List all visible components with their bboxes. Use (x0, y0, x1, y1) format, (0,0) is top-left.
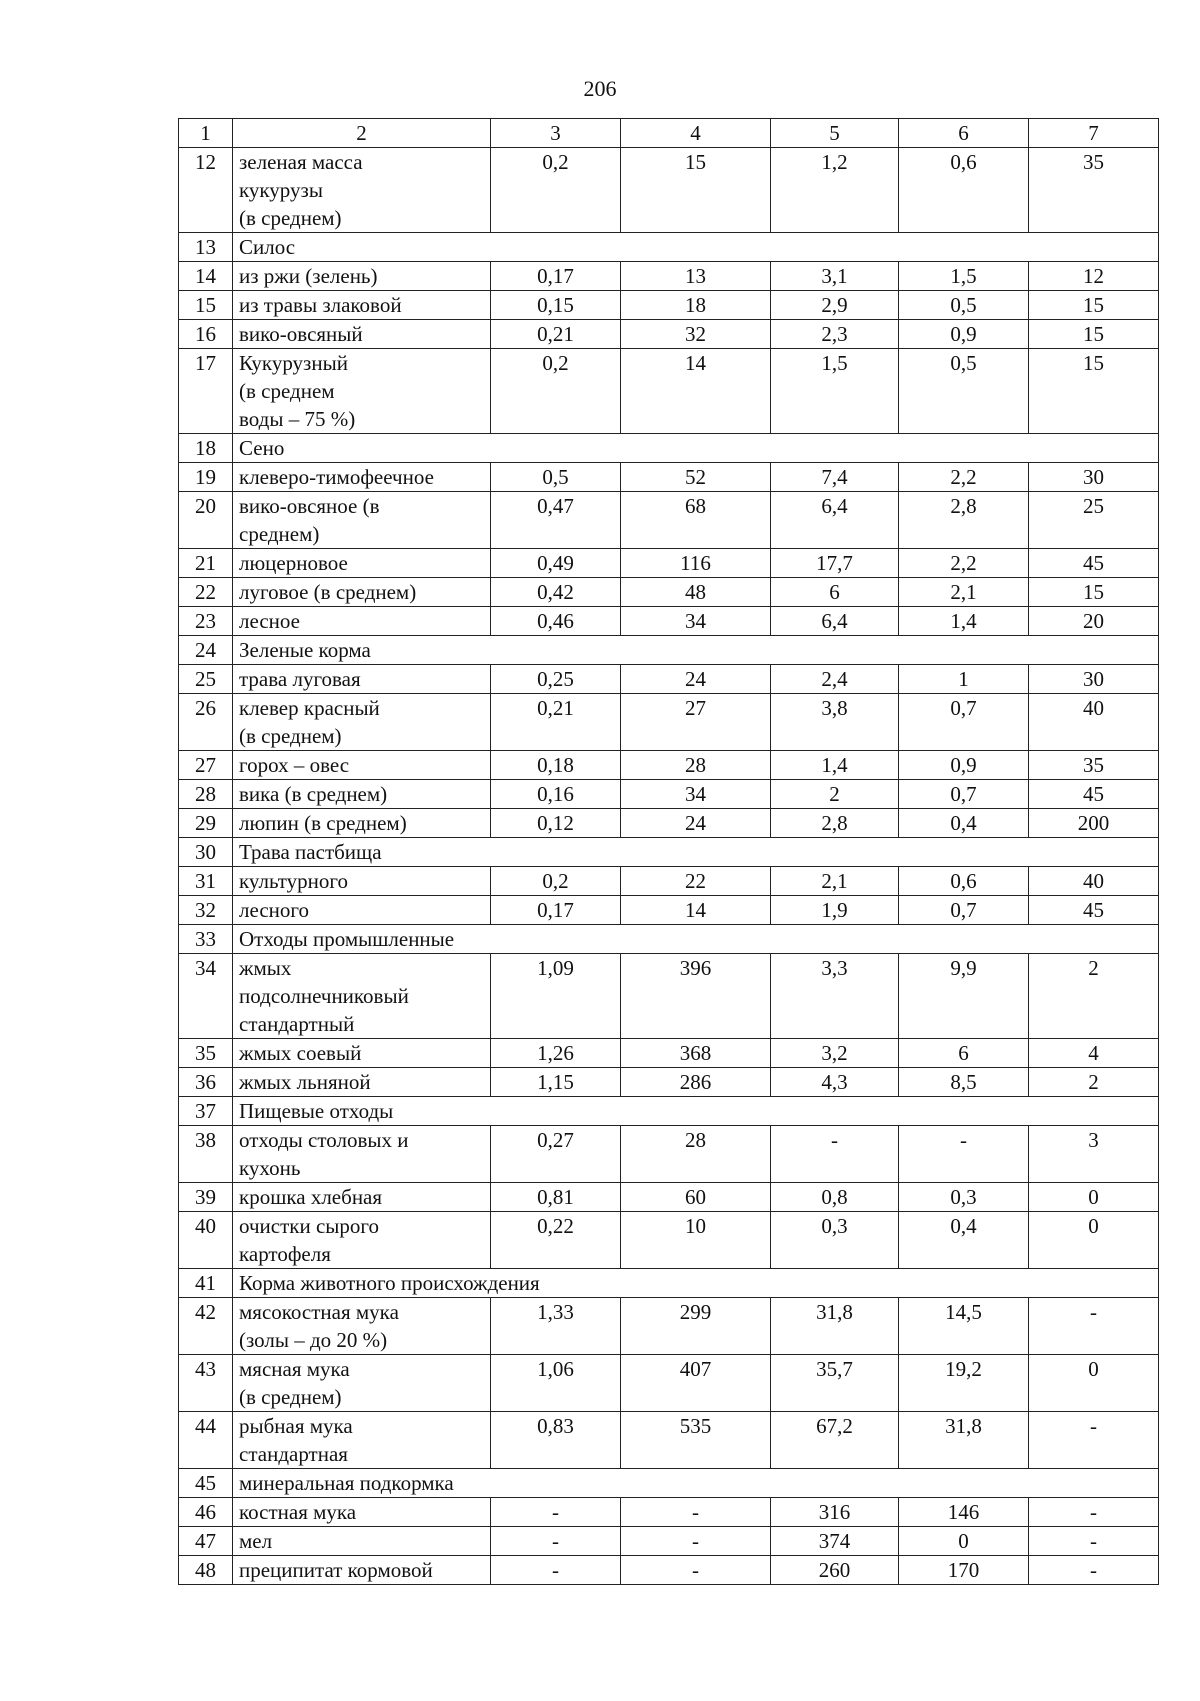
feed-name-cell: отходы столовых и кухонь (233, 1126, 491, 1183)
value-cell: 7,4 (771, 463, 899, 492)
value-cell: 0,17 (491, 262, 621, 291)
value-cell: 35 (1029, 148, 1159, 233)
value-cell: 60 (621, 1183, 771, 1212)
feed-name-cell: костная мука (233, 1498, 491, 1527)
value-cell: 15 (621, 148, 771, 233)
table-row (179, 665, 1159, 694)
header-cell: 4 (621, 119, 771, 148)
value-cell: 0,12 (491, 809, 621, 838)
value-cell: 67,2 (771, 1412, 899, 1469)
value-cell: 3,3 (771, 954, 899, 1039)
feed-name-cell: люпин (в среднем) (233, 809, 491, 838)
row-number-cell: 29 (179, 809, 233, 838)
row-number-cell: 33 (179, 925, 233, 954)
value-cell: - (1029, 1498, 1159, 1527)
section-title-cell: Силос (233, 233, 1159, 262)
value-cell: 2 (1029, 1068, 1159, 1097)
value-cell: 0,21 (491, 694, 621, 751)
feed-name-cell: жмых подсолнечниковый стандартный (233, 954, 491, 1039)
row-number-cell: 19 (179, 463, 233, 492)
table-row (179, 1412, 1159, 1469)
value-cell: 0,7 (899, 896, 1029, 925)
section-row (179, 636, 1159, 665)
feed-name-cell: из ржи (зелень) (233, 262, 491, 291)
value-cell: - (491, 1527, 621, 1556)
header-cell: 1 (179, 119, 233, 148)
feed-table (178, 118, 1159, 1585)
table-row (179, 291, 1159, 320)
value-cell: 1,15 (491, 1068, 621, 1097)
value-cell: 34 (621, 780, 771, 809)
value-cell: 2,8 (771, 809, 899, 838)
value-cell: - (621, 1527, 771, 1556)
section-title-cell: Трава пастбища (233, 838, 1159, 867)
section-title-cell: Сено (233, 434, 1159, 463)
value-cell: 200 (1029, 809, 1159, 838)
value-cell: 0,7 (899, 694, 1029, 751)
value-cell: 28 (621, 751, 771, 780)
value-cell: 6,4 (771, 492, 899, 549)
value-cell: 3,1 (771, 262, 899, 291)
table-header-row (179, 119, 1159, 148)
value-cell: 0,22 (491, 1212, 621, 1269)
section-row (179, 1469, 1159, 1498)
value-cell: 396 (621, 954, 771, 1039)
row-number-cell: 34 (179, 954, 233, 1039)
value-cell: 0,42 (491, 578, 621, 607)
row-number-cell: 42 (179, 1298, 233, 1355)
value-cell: 15 (1029, 291, 1159, 320)
value-cell: 2 (771, 780, 899, 809)
table-row (179, 1212, 1159, 1269)
value-cell: 368 (621, 1039, 771, 1068)
table-row (179, 896, 1159, 925)
row-number-cell: 23 (179, 607, 233, 636)
feed-name-cell: трава луговая (233, 665, 491, 694)
header-cell: 5 (771, 119, 899, 148)
row-number-cell: 14 (179, 262, 233, 291)
value-cell: 14 (621, 896, 771, 925)
value-cell: 0,3 (771, 1212, 899, 1269)
feed-name-cell: мясокостная мука (золы – до 20 %) (233, 1298, 491, 1355)
feed-name-cell: клевер красный (в среднем) (233, 694, 491, 751)
feed-name-cell: из травы злаковой (233, 291, 491, 320)
value-cell: 35,7 (771, 1355, 899, 1412)
table-row (179, 349, 1159, 434)
value-cell: 1,9 (771, 896, 899, 925)
feed-name-cell: крошка хлебная (233, 1183, 491, 1212)
value-cell: 3,2 (771, 1039, 899, 1068)
value-cell: 116 (621, 549, 771, 578)
row-number-cell: 25 (179, 665, 233, 694)
section-title-cell: Корма животного происхождения (233, 1269, 1159, 1298)
feed-name-cell: преципитат кормовой (233, 1556, 491, 1585)
value-cell: 0 (899, 1527, 1029, 1556)
value-cell: 13 (621, 262, 771, 291)
value-cell: 1,5 (771, 349, 899, 434)
row-number-cell: 39 (179, 1183, 233, 1212)
value-cell: 52 (621, 463, 771, 492)
value-cell: 9,9 (899, 954, 1029, 1039)
value-cell: 15 (1029, 349, 1159, 434)
value-cell: 0,3 (899, 1183, 1029, 1212)
table-row (179, 1355, 1159, 1412)
value-cell: 0,15 (491, 291, 621, 320)
value-cell: 12 (1029, 262, 1159, 291)
row-number-cell: 21 (179, 549, 233, 578)
value-cell: - (899, 1126, 1029, 1183)
feed-name-cell: клеверо-тимофеечное (233, 463, 491, 492)
value-cell: 3 (1029, 1126, 1159, 1183)
row-number-cell: 24 (179, 636, 233, 665)
row-number-cell: 30 (179, 838, 233, 867)
table-row (179, 262, 1159, 291)
row-number-cell: 18 (179, 434, 233, 463)
table-row (179, 867, 1159, 896)
value-cell: 17,7 (771, 549, 899, 578)
value-cell: 45 (1029, 896, 1159, 925)
row-number-cell: 27 (179, 751, 233, 780)
feed-name-cell: лесное (233, 607, 491, 636)
value-cell: 0,27 (491, 1126, 621, 1183)
table-row (179, 954, 1159, 1039)
value-cell: 8,5 (899, 1068, 1029, 1097)
row-number-cell: 44 (179, 1412, 233, 1469)
value-cell: 2,2 (899, 549, 1029, 578)
row-number-cell: 16 (179, 320, 233, 349)
value-cell: 0,18 (491, 751, 621, 780)
value-cell: 535 (621, 1412, 771, 1469)
feed-name-cell: жмых соевый (233, 1039, 491, 1068)
row-number-cell: 35 (179, 1039, 233, 1068)
value-cell: - (1029, 1556, 1159, 1585)
value-cell: 45 (1029, 549, 1159, 578)
table-row (179, 809, 1159, 838)
row-number-cell: 40 (179, 1212, 233, 1269)
table-row (179, 492, 1159, 549)
value-cell: 35 (1029, 751, 1159, 780)
value-cell: 20 (1029, 607, 1159, 636)
table-row (179, 1527, 1159, 1556)
value-cell: 316 (771, 1498, 899, 1527)
value-cell: 0,17 (491, 896, 621, 925)
value-cell: 30 (1029, 463, 1159, 492)
value-cell: 0,47 (491, 492, 621, 549)
value-cell: 1,4 (771, 751, 899, 780)
table-row (179, 694, 1159, 751)
value-cell: 4 (1029, 1039, 1159, 1068)
header-cell: 7 (1029, 119, 1159, 148)
value-cell: 0,7 (899, 780, 1029, 809)
value-cell: 15 (1029, 578, 1159, 607)
value-cell: 0,21 (491, 320, 621, 349)
value-cell: 19,2 (899, 1355, 1029, 1412)
value-cell: 0,4 (899, 1212, 1029, 1269)
section-row (179, 925, 1159, 954)
table-row (179, 1126, 1159, 1183)
value-cell: 1,09 (491, 954, 621, 1039)
feed-name-cell: люцерновое (233, 549, 491, 578)
table-row (179, 320, 1159, 349)
value-cell: 170 (899, 1556, 1029, 1585)
value-cell: 1,4 (899, 607, 1029, 636)
table-row (179, 463, 1159, 492)
feed-name-cell: очистки сырого картофеля (233, 1212, 491, 1269)
section-title-cell: Пищевые отходы (233, 1097, 1159, 1126)
value-cell: 0 (1029, 1212, 1159, 1269)
header-cell: 6 (899, 119, 1029, 148)
value-cell: 2,4 (771, 665, 899, 694)
section-row (179, 434, 1159, 463)
table-row (179, 578, 1159, 607)
value-cell: 22 (621, 867, 771, 896)
value-cell: 0,25 (491, 665, 621, 694)
row-number-cell: 22 (179, 578, 233, 607)
row-number-cell: 26 (179, 694, 233, 751)
feed-name-cell: рыбная мука стандартная (233, 1412, 491, 1469)
value-cell: 1,06 (491, 1355, 621, 1412)
value-cell: 6 (899, 1039, 1029, 1068)
row-number-cell: 28 (179, 780, 233, 809)
value-cell: 2,3 (771, 320, 899, 349)
section-row (179, 233, 1159, 262)
row-number-cell: 45 (179, 1469, 233, 1498)
value-cell: 2 (1029, 954, 1159, 1039)
value-cell: 40 (1029, 867, 1159, 896)
value-cell: 10 (621, 1212, 771, 1269)
section-row (179, 1097, 1159, 1126)
value-cell: 24 (621, 665, 771, 694)
value-cell: 260 (771, 1556, 899, 1585)
row-number-cell: 43 (179, 1355, 233, 1412)
value-cell: - (1029, 1527, 1159, 1556)
section-row (179, 838, 1159, 867)
value-cell: 1,2 (771, 148, 899, 233)
feed-name-cell: луговое (в среднем) (233, 578, 491, 607)
feed-name-cell: вико-овсяное (в среднем) (233, 492, 491, 549)
section-title-cell: Отходы промышленные (233, 925, 1159, 954)
value-cell: 1,5 (899, 262, 1029, 291)
table-row (179, 751, 1159, 780)
feed-name-cell: культурного (233, 867, 491, 896)
value-cell: 3,8 (771, 694, 899, 751)
feed-name-cell: лесного (233, 896, 491, 925)
value-cell: 25 (1029, 492, 1159, 549)
value-cell: 0,9 (899, 320, 1029, 349)
row-number-cell: 15 (179, 291, 233, 320)
value-cell: 2,2 (899, 463, 1029, 492)
feed-name-cell: мясная мука (в среднем) (233, 1355, 491, 1412)
value-cell: 0 (1029, 1183, 1159, 1212)
value-cell: 2,1 (771, 867, 899, 896)
value-cell: 6 (771, 578, 899, 607)
value-cell: 14,5 (899, 1298, 1029, 1355)
row-number-cell: 31 (179, 867, 233, 896)
table-row (179, 1068, 1159, 1097)
header-cell: 3 (491, 119, 621, 148)
value-cell: 0,46 (491, 607, 621, 636)
value-cell: 18 (621, 291, 771, 320)
value-cell: 0,6 (899, 867, 1029, 896)
row-number-cell: 38 (179, 1126, 233, 1183)
table-row (179, 1298, 1159, 1355)
value-cell: 31,8 (771, 1298, 899, 1355)
value-cell: 24 (621, 809, 771, 838)
row-number-cell: 17 (179, 349, 233, 434)
value-cell: 374 (771, 1527, 899, 1556)
value-cell: - (491, 1498, 621, 1527)
table-row (179, 549, 1159, 578)
value-cell: 0,5 (491, 463, 621, 492)
value-cell: 2,8 (899, 492, 1029, 549)
value-cell: 1 (899, 665, 1029, 694)
feed-table-body (179, 119, 1159, 1585)
row-number-cell: 36 (179, 1068, 233, 1097)
value-cell: 0,2 (491, 349, 621, 434)
row-number-cell: 47 (179, 1527, 233, 1556)
value-cell: 299 (621, 1298, 771, 1355)
value-cell: 32 (621, 320, 771, 349)
feed-name-cell: мел (233, 1527, 491, 1556)
table-row (179, 780, 1159, 809)
value-cell: 40 (1029, 694, 1159, 751)
value-cell: - (621, 1556, 771, 1585)
row-number-cell: 13 (179, 233, 233, 262)
section-row (179, 1269, 1159, 1298)
page-number: 206 (583, 76, 617, 101)
row-number-cell: 48 (179, 1556, 233, 1585)
value-cell: 0,81 (491, 1183, 621, 1212)
value-cell: 28 (621, 1126, 771, 1183)
value-cell: 1,26 (491, 1039, 621, 1068)
value-cell: 0,2 (491, 867, 621, 896)
row-number-cell: 20 (179, 492, 233, 549)
feed-name-cell: Кукурузный (в среднем воды – 75 %) (233, 349, 491, 434)
table-row (179, 148, 1159, 233)
value-cell: 14 (621, 349, 771, 434)
value-cell: 0 (1029, 1355, 1159, 1412)
feed-name-cell: жмых льняной (233, 1068, 491, 1097)
row-number-cell: 37 (179, 1097, 233, 1126)
value-cell: 1,33 (491, 1298, 621, 1355)
value-cell: 407 (621, 1355, 771, 1412)
value-cell: - (771, 1126, 899, 1183)
value-cell: 4,3 (771, 1068, 899, 1097)
value-cell: 0,4 (899, 809, 1029, 838)
value-cell: 27 (621, 694, 771, 751)
value-cell: - (491, 1556, 621, 1585)
feed-name-cell: зеленая масса кукурузы (в среднем) (233, 148, 491, 233)
row-number-cell: 12 (179, 148, 233, 233)
value-cell: 0,5 (899, 291, 1029, 320)
value-cell: 68 (621, 492, 771, 549)
feed-name-cell: горох – овес (233, 751, 491, 780)
value-cell: 0,6 (899, 148, 1029, 233)
value-cell: 45 (1029, 780, 1159, 809)
value-cell: 0,83 (491, 1412, 621, 1469)
table-row (179, 1183, 1159, 1212)
value-cell: - (621, 1498, 771, 1527)
value-cell: 0,16 (491, 780, 621, 809)
feed-name-cell: вика (в среднем) (233, 780, 491, 809)
value-cell: 34 (621, 607, 771, 636)
row-number-cell: 46 (179, 1498, 233, 1527)
feed-name-cell: вико-овсяный (233, 320, 491, 349)
row-number-cell: 32 (179, 896, 233, 925)
value-cell: - (1029, 1298, 1159, 1355)
value-cell: 2,9 (771, 291, 899, 320)
table-row (179, 607, 1159, 636)
value-cell: 0,5 (899, 349, 1029, 434)
table-row (179, 1498, 1159, 1527)
table-row (179, 1556, 1159, 1585)
value-cell: 0,8 (771, 1183, 899, 1212)
row-number-cell: 41 (179, 1269, 233, 1298)
value-cell: 286 (621, 1068, 771, 1097)
table-row (179, 1039, 1159, 1068)
value-cell: 30 (1029, 665, 1159, 694)
value-cell: 6,4 (771, 607, 899, 636)
value-cell: 0,9 (899, 751, 1029, 780)
value-cell: 146 (899, 1498, 1029, 1527)
value-cell: 15 (1029, 320, 1159, 349)
value-cell: 0,49 (491, 549, 621, 578)
section-title-cell: минеральная подкормка (233, 1469, 1159, 1498)
value-cell: 31,8 (899, 1412, 1029, 1469)
value-cell: 2,1 (899, 578, 1029, 607)
section-title-cell: Зеленые корма (233, 636, 1159, 665)
value-cell: 48 (621, 578, 771, 607)
value-cell: 0,2 (491, 148, 621, 233)
header-cell: 2 (233, 119, 491, 148)
value-cell: - (1029, 1412, 1159, 1469)
